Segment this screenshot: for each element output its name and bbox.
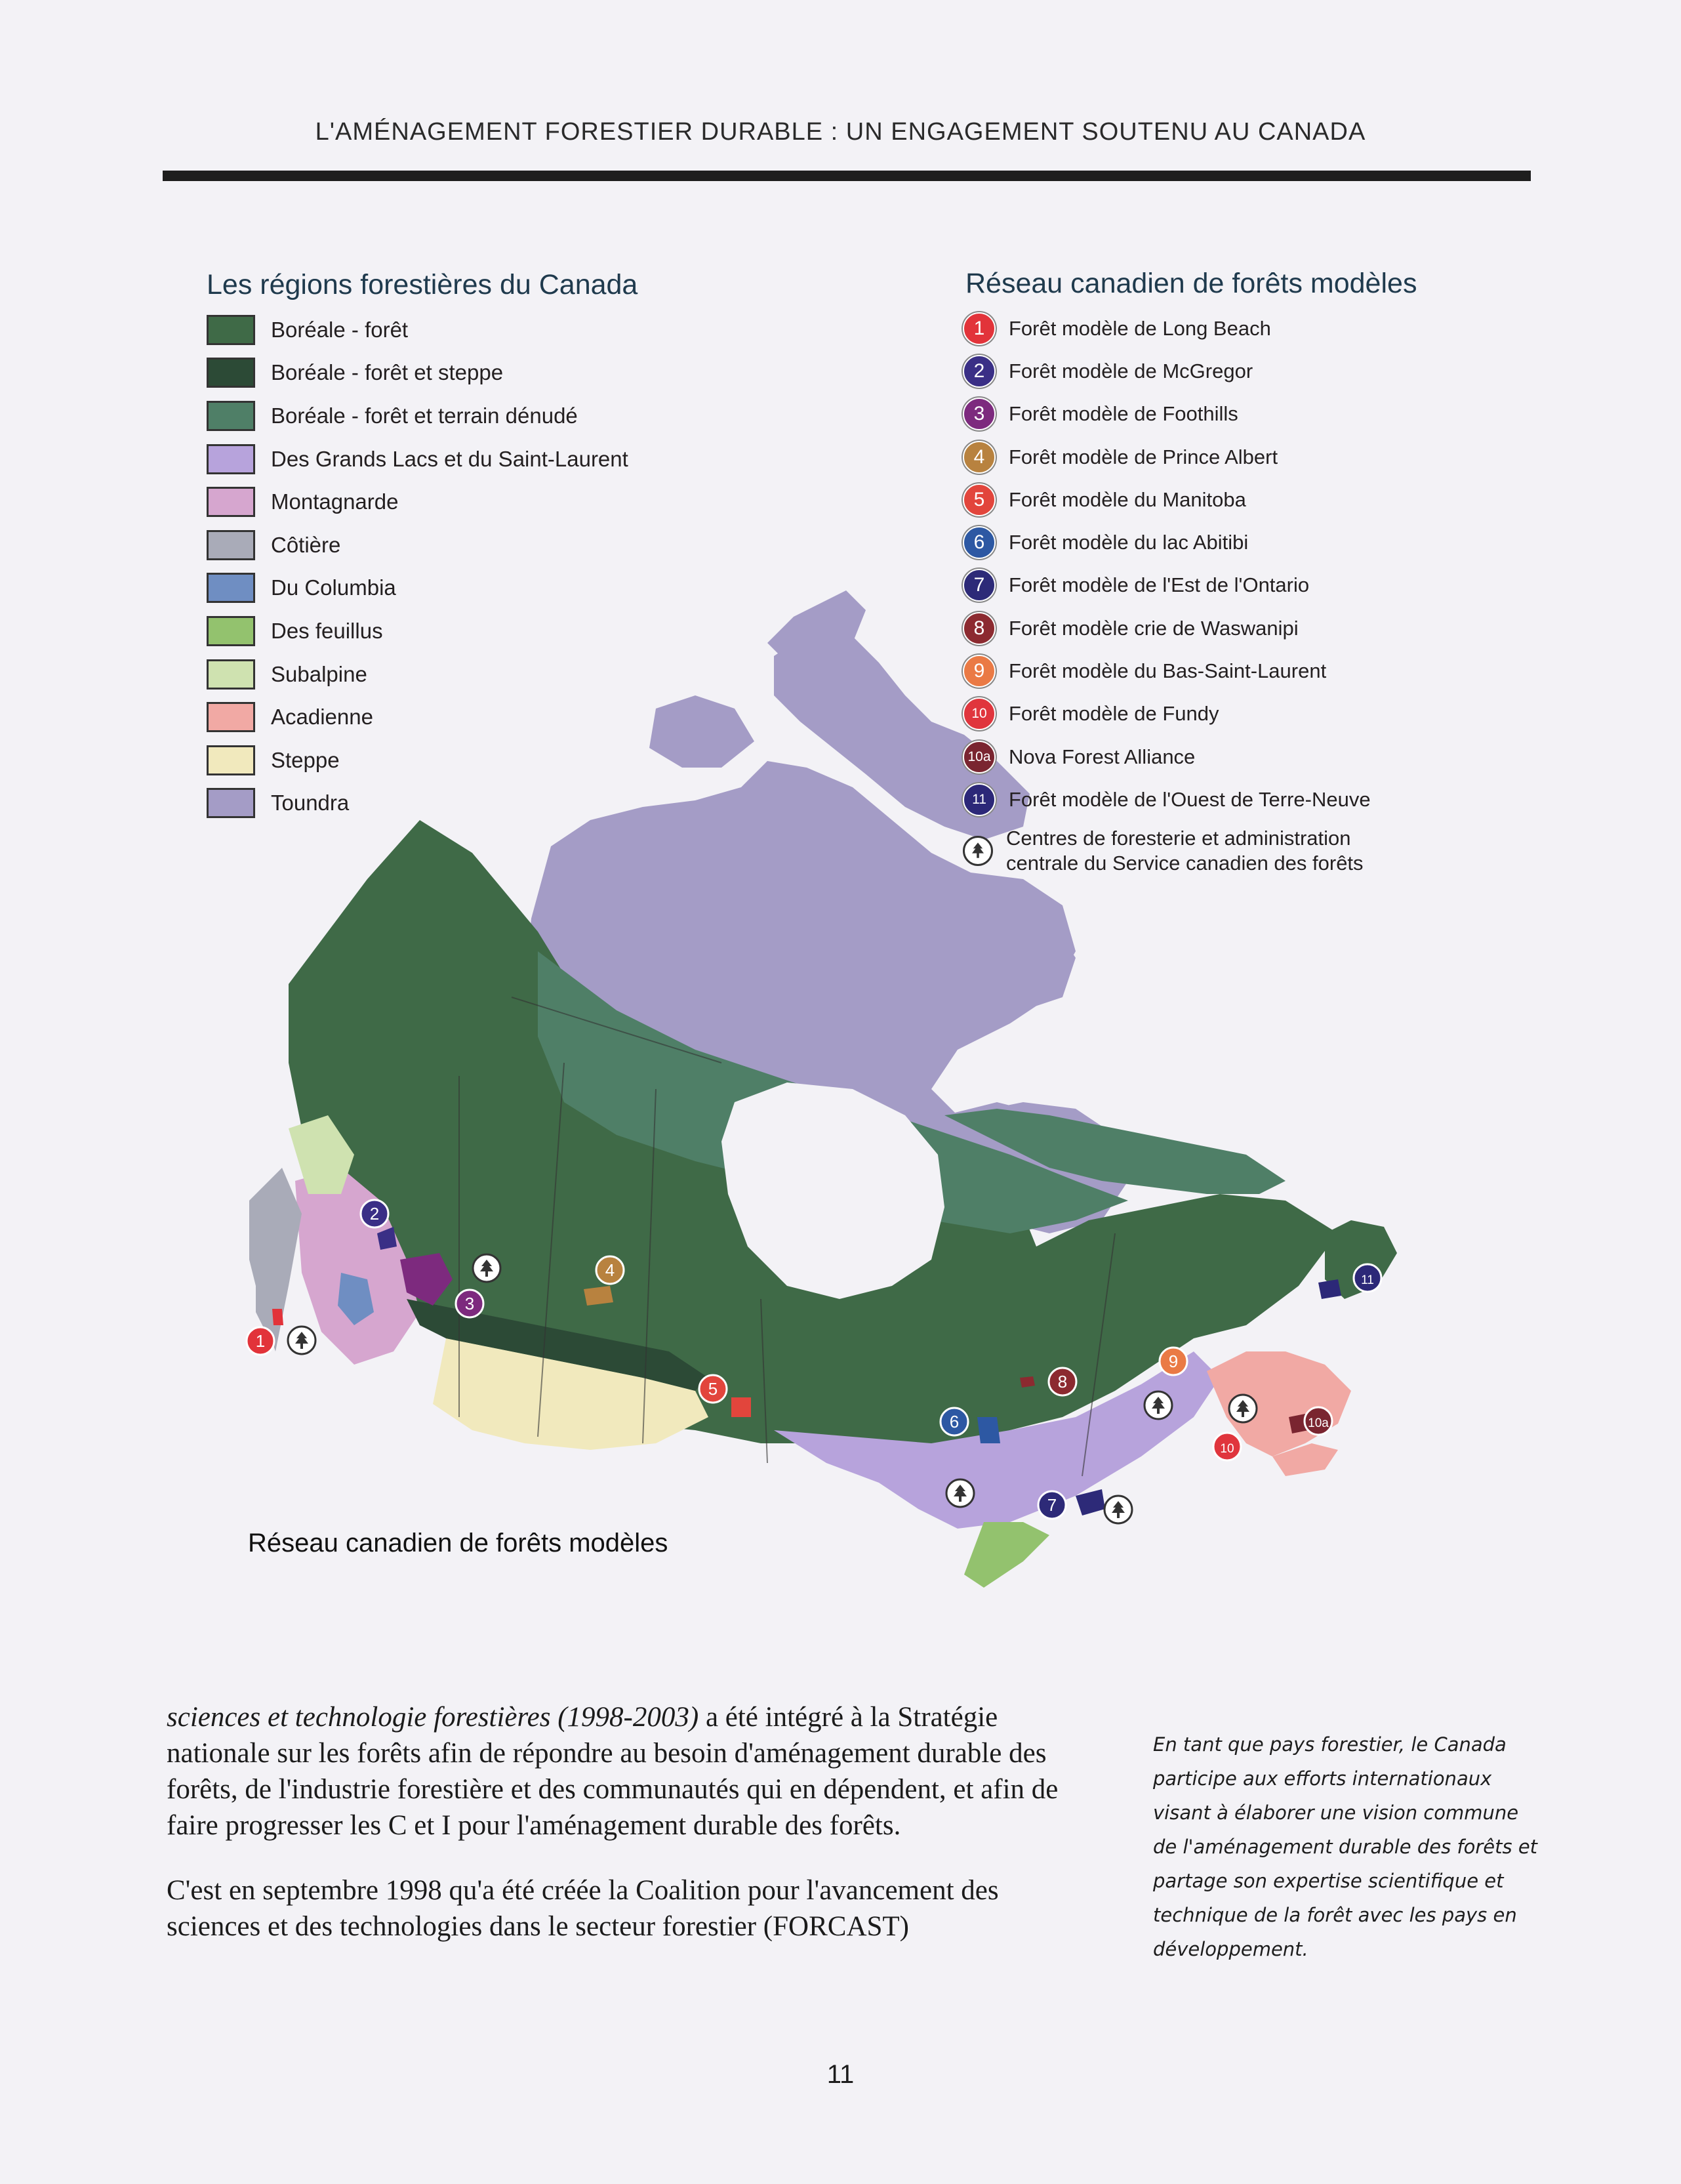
- legend-network-badge: 7: [963, 569, 996, 602]
- legend-region-label: Acadienne: [271, 705, 373, 730]
- forestry-centre-tree-icon: [1144, 1391, 1172, 1419]
- legend-swatch: [207, 358, 255, 388]
- legend-network-label: Forêt modèle de l'Est de l'Ontario: [1009, 573, 1310, 597]
- map-marker-11: [1354, 1264, 1381, 1292]
- legend-network-badge: 4: [963, 441, 996, 474]
- forestry-centre-tree-icon: [288, 1327, 315, 1354]
- map-marker-label: 6: [949, 1412, 960, 1432]
- legend-region-item: [207, 567, 628, 610]
- legend-swatch: [207, 530, 255, 560]
- legend-network-label: Forêt modèle du Manitoba: [1009, 487, 1246, 511]
- map-marker-label: 10a: [1308, 1416, 1329, 1430]
- legend-centres-item: [963, 821, 1371, 880]
- body-paragraph-1-rest: a été intégré à la Stratégie nationale sur les forêts afin de répondre au besoin d'aménagement durable des forêts, de l'industrie forestière et des communautés qui en dépendent, et afin de faire progresser les C et I pour l'aménagement durable des forêts.: [167, 1702, 1059, 1841]
- map-marker-9: [1160, 1348, 1187, 1375]
- legend-network-label: Forêt modèle crie de Waswanipi: [1009, 616, 1299, 640]
- legend-region-item: [207, 739, 628, 782]
- map-marker-label: 3: [464, 1294, 475, 1313]
- map-marker-4: [596, 1256, 624, 1284]
- sidebar-quote: En tant que pays forestier, le Canada participe aux efforts internationaux visant à élaborer une vision commune de l'aménagement durable des forêts et partage son expertise scientifique et technique de la forêt avec les pays en développement.: [1153, 1733, 1538, 1960]
- body-paragraph-1: [167, 1699, 1098, 1844]
- legend-centres-line1: Centres de foresterie et administration: [1006, 826, 1351, 850]
- legend-network-title: Réseau canadien de forêts modèles: [965, 268, 1417, 299]
- legend-network-label: Forêt modèle de McGregor: [1009, 359, 1253, 382]
- legend-region-label: Montagnarde: [271, 489, 399, 514]
- map-marker-3: [456, 1290, 483, 1317]
- legend-region-label: Boréale - forêt et terrain dénudé: [271, 403, 578, 428]
- legend-network-badge: 8: [963, 612, 996, 645]
- map-marker-7: [1038, 1491, 1066, 1519]
- legend-network-label: Nova Forest Alliance: [1009, 745, 1196, 768]
- legend-region-item: [207, 352, 628, 395]
- legend-region-label: Côtière: [271, 532, 341, 557]
- legend-centres-line2: centrale du Service canadien des forêts: [1006, 851, 1364, 875]
- legend-swatch: [207, 444, 255, 474]
- forestry-centre-tree-icon: [1229, 1395, 1257, 1422]
- legend-network-item: [963, 436, 1371, 478]
- forestry-centre-tree-icon: [1104, 1496, 1132, 1523]
- legend-region-item: [207, 609, 628, 653]
- map-marker-10a: [1305, 1407, 1332, 1435]
- legend-network-item: [963, 521, 1371, 564]
- legend-network-item: [963, 350, 1371, 392]
- map-marker-label: 11: [1361, 1273, 1374, 1287]
- legend-region-label: Toundra: [271, 791, 350, 815]
- legend-network-badge: 10a: [963, 741, 996, 773]
- forestry-centre-tree-icon: [946, 1479, 974, 1507]
- legend-network-item: [963, 478, 1371, 521]
- legend-network-badge: 6: [963, 526, 996, 559]
- legend-swatch: [207, 745, 255, 775]
- region-deciduous: [964, 1522, 1049, 1588]
- legend-swatch: [207, 702, 255, 732]
- legend-network-item: [963, 607, 1371, 649]
- legend-region-label: Subalpine: [271, 661, 367, 686]
- legend-region-item: [207, 695, 628, 739]
- forest-polygon-11: [1318, 1279, 1341, 1299]
- map-marker-1: [247, 1327, 274, 1355]
- legend-swatch: [207, 573, 255, 603]
- map-marker-10: [1213, 1433, 1241, 1460]
- forest-polygon-7: [1076, 1489, 1105, 1515]
- legend-swatch: [207, 659, 255, 690]
- legend-network-label: Forêt modèle de Long Beach: [1009, 316, 1271, 340]
- legend-centres-label: [1006, 826, 1364, 876]
- legend-swatch: [207, 487, 255, 517]
- legend-region-label: Boréale - forêt et steppe: [271, 360, 504, 385]
- legend-network-item: [963, 564, 1371, 607]
- region-tundra-islands-2: [649, 695, 754, 768]
- legend-region-label: Du Columbia: [271, 575, 396, 600]
- legend-network-badge: 5: [963, 484, 996, 516]
- legend-network-label: Forêt modèle de Foothills: [1009, 402, 1238, 426]
- legend-swatch: [207, 616, 255, 646]
- legend-network-badge: 9: [963, 655, 996, 688]
- legend-regions: [207, 308, 628, 825]
- legend-region-item: [207, 308, 628, 352]
- forest-polygon-8: [1020, 1376, 1035, 1388]
- map-marker-label: 4: [605, 1260, 615, 1280]
- map-marker-label: 8: [1057, 1372, 1068, 1391]
- forest-polygon-6: [977, 1417, 1000, 1443]
- legend-network-label: Forêt modèle de Fundy: [1009, 702, 1219, 726]
- legend-region-item: [207, 653, 628, 696]
- map-marker-label: 5: [708, 1379, 718, 1399]
- tree-icon: [963, 836, 993, 866]
- forest-polygon-5: [731, 1397, 751, 1417]
- legend-swatch: [207, 315, 255, 345]
- legend-swatch: [207, 788, 255, 818]
- legend-network-item: [963, 649, 1371, 692]
- body-paragraph-2: C'est en septembre 1998 qu'a été créée la Coalition pour l'avancement des sciences et des technologies dans le secteur forestier (FORCAST): [167, 1875, 999, 1942]
- legend-network-label: Forêt modèle du Bas-Saint-Laurent: [1009, 659, 1327, 683]
- map-marker-5: [699, 1375, 727, 1403]
- legend-network-badge: 3: [963, 398, 996, 430]
- legend-regions-title: Les régions forestières du Canada: [207, 269, 638, 300]
- forest-polygon-1: [272, 1309, 283, 1325]
- legend-region-label: Des feuillus: [271, 618, 383, 643]
- map-marker-8: [1049, 1368, 1076, 1395]
- legend-region-item: [207, 524, 628, 567]
- map-marker-6: [941, 1408, 968, 1435]
- legend-network-item: [963, 307, 1371, 350]
- legend-network-label: Forêt modèle de Prince Albert: [1009, 445, 1278, 468]
- legend-network-item: [963, 393, 1371, 436]
- legend-network-label: Forêt modèle de l'Ouest de Terre-Neuve: [1009, 787, 1371, 811]
- page-number: 11: [826, 2060, 855, 2089]
- map-marker-label: 1: [255, 1331, 266, 1351]
- forest-polygon-4: [584, 1286, 613, 1306]
- legend-swatch: [207, 401, 255, 431]
- legend-region-item: [207, 480, 628, 524]
- legend-network-badge: 1: [963, 312, 996, 345]
- legend-network-item: [963, 778, 1371, 821]
- body-text: [167, 1699, 1098, 1973]
- legend-network-badge: 2: [963, 355, 996, 388]
- legend-region-item: [207, 438, 628, 481]
- legend-region-item: [207, 782, 628, 825]
- map-caption: Réseau canadien de forêts modèles: [248, 1529, 668, 1557]
- legend-region-label: Steppe: [271, 747, 340, 772]
- legend-region-label: Des Grands Lacs et du Saint-Laurent: [271, 446, 628, 471]
- legend-network-item: [963, 693, 1371, 735]
- forestry-centre-tree-icon: [473, 1254, 500, 1282]
- legend-network-badge: 11: [963, 783, 996, 816]
- legend-network-badge: 10: [963, 697, 996, 730]
- legend-region-item: [207, 394, 628, 438]
- legend-network-label: Forêt modèle du lac Abitibi: [1009, 531, 1249, 554]
- body-paragraph-1-italic: sciences et technologie forestières (1998-2003): [167, 1702, 699, 1733]
- legend-region-label: Boréale - forêt: [271, 317, 409, 342]
- legend-network: [963, 307, 1371, 880]
- legend-network-item: [963, 735, 1371, 778]
- map-marker-label: 10: [1220, 1442, 1234, 1456]
- map-marker-label: 9: [1168, 1351, 1179, 1371]
- running-header: L'AMÉNAGEMENT FORESTIER DURABLE : UN ENGAGEMENT SOUTENU AU CANADA: [315, 118, 1366, 146]
- map-marker-label: 2: [369, 1204, 380, 1224]
- map-marker-2: [361, 1200, 388, 1227]
- map-marker-label: 7: [1047, 1495, 1057, 1515]
